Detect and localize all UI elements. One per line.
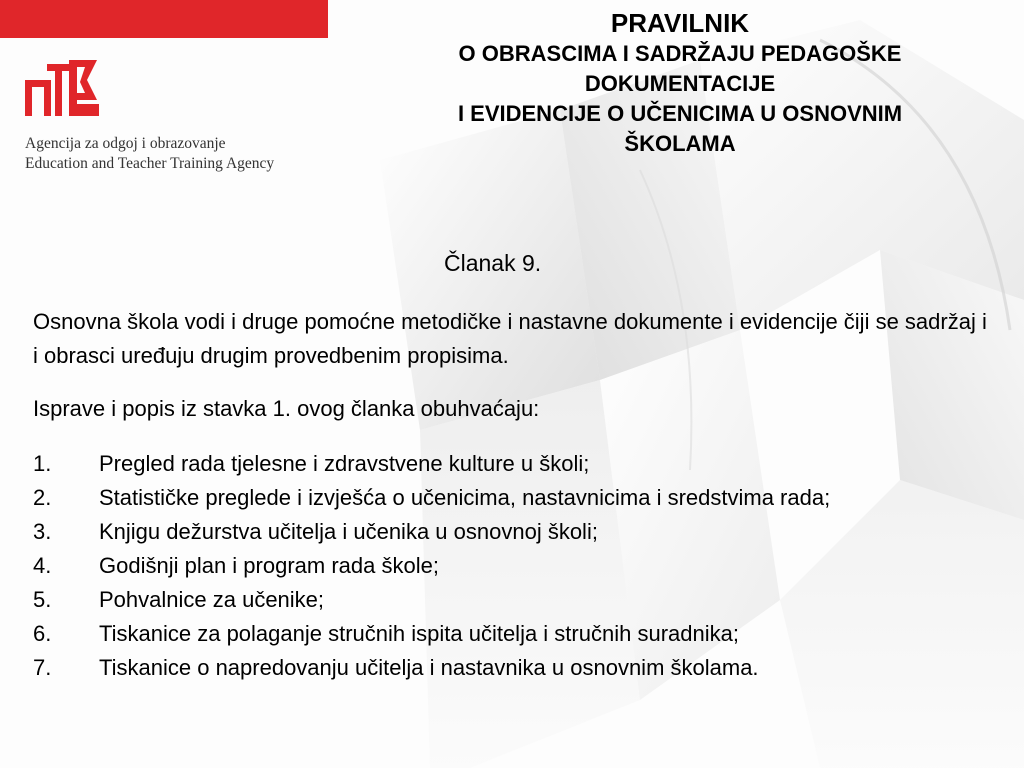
list-item-text: Pregled rada tjelesne i zdravstvene kulture u školi; (99, 451, 590, 476)
title-line-1: O OBRASCIMA I SADRŽAJU PEDAGOŠKE (458, 41, 902, 66)
list-item-text: Tiskanice o napredovanju učitelja i nastavnika u osnovnim školama. (99, 655, 759, 680)
list-item-number: 7. (33, 655, 52, 680)
title-line-2: DOKUMENTACIJE (584, 71, 776, 96)
document-list (33, 453, 993, 691)
list-item-number: 3. (33, 519, 52, 544)
list-item-number: 1. (33, 451, 52, 476)
document-title (380, 7, 980, 159)
list-item (33, 589, 993, 611)
agency-name-hr: Agencija za odgoj i obrazovanje (25, 135, 226, 152)
list-item-text: Pohvalnice za učenike; (99, 587, 325, 612)
list-item-number: 5. (33, 587, 52, 612)
paragraph-2: Isprave i popis iz stavka 1. ovog članka obuhvaćaju: (33, 396, 540, 421)
title-line-4: ŠKOLAMA (624, 131, 736, 156)
agency-logo-icon (25, 60, 101, 116)
list-item (33, 555, 993, 577)
list-item-text: Tiskanice za polaganje stručnih ispita učitelja i stručnih suradnika; (99, 621, 739, 646)
list-item (33, 487, 993, 509)
paragraph-1: Osnovna škola vodi i druge pomoćne metodičke i nastavne dokumente i evidencije čiji se sadržaj i i obrasci uređuju drugim provedbenim propisima. (33, 309, 987, 368)
list-item-number: 2. (33, 485, 52, 510)
agency-name (25, 134, 274, 174)
list-item-number: 4. (33, 553, 52, 578)
list-item-number: 6. (33, 621, 52, 646)
brand-color-bar (0, 0, 328, 38)
list-item-text: Knjigu dežurstva učitelja i učenika u osnovnoj školi; (99, 519, 598, 544)
list-item (33, 453, 993, 475)
list-item (33, 623, 993, 645)
title-line-3: I EVIDENCIJE O UČENICIMA U OSNOVNIM (457, 101, 903, 126)
list-item (33, 657, 993, 679)
title-main: PRAVILNIK (610, 8, 750, 38)
list-item-text: Godišnji plan i program rada škole; (99, 553, 439, 578)
list-item (33, 521, 993, 543)
list-item-text: Statističke preglede i izvješća o učenicima, nastavnicima i sredstvima rada; (99, 485, 831, 510)
article-heading: Članak 9. (444, 250, 542, 276)
agency-name-en: Education and Teacher Training Agency (25, 155, 275, 172)
